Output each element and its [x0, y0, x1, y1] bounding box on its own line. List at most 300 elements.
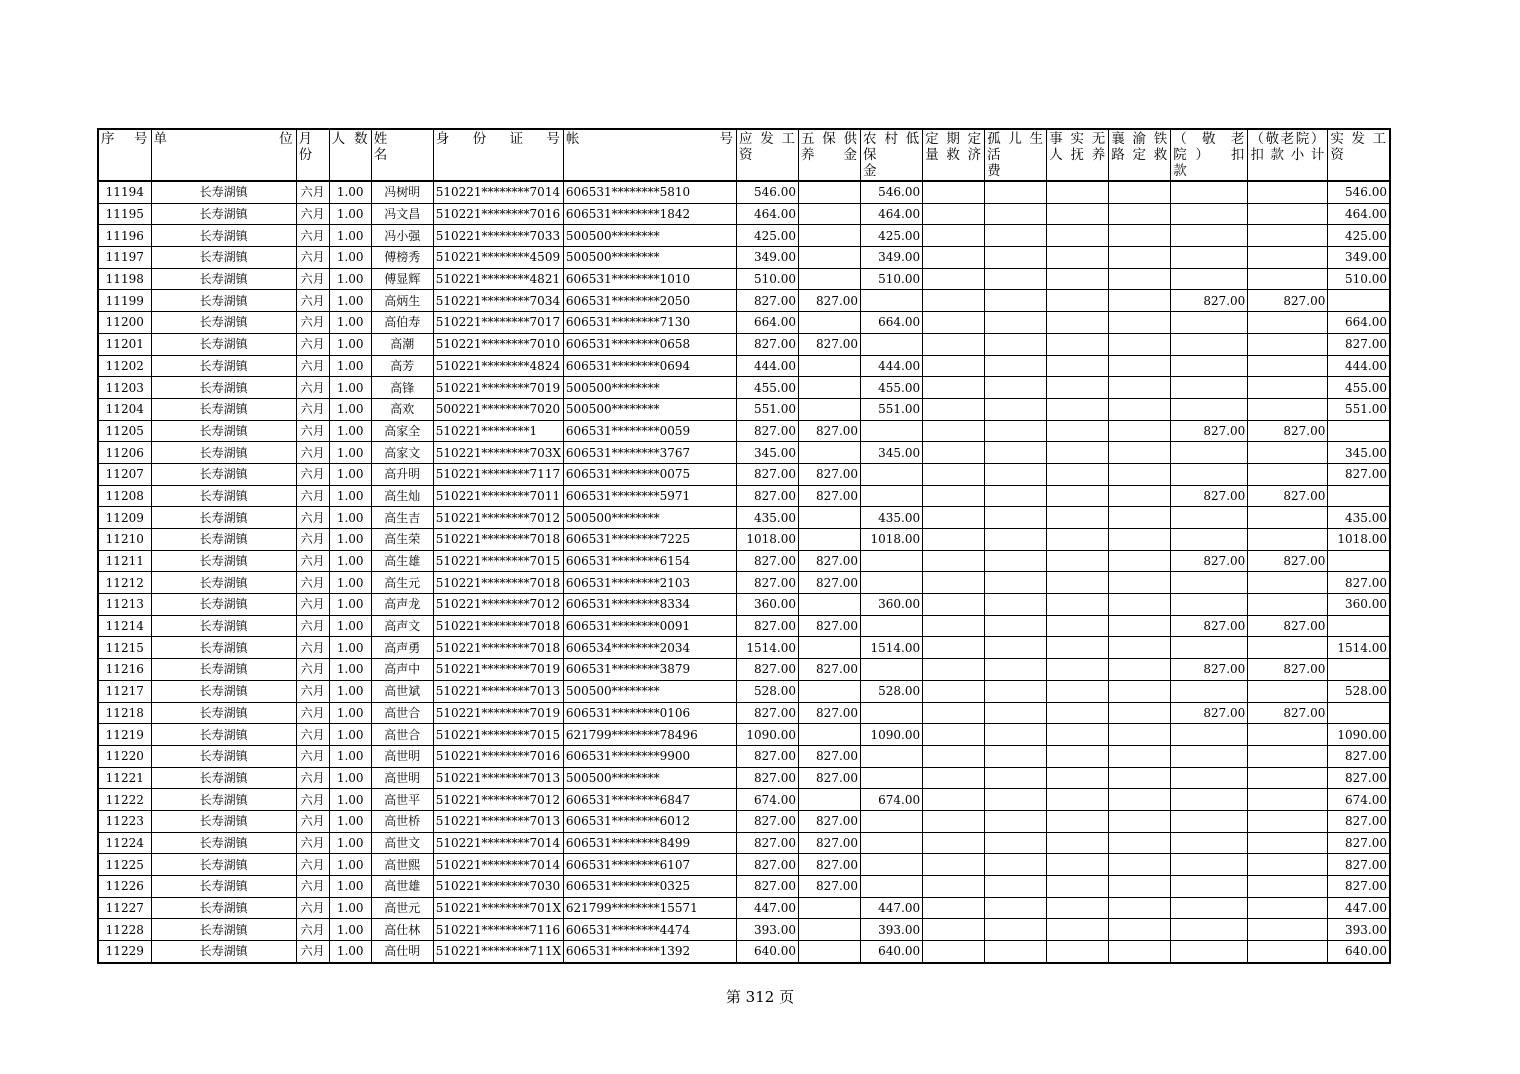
table-cell [1248, 247, 1328, 269]
table-cell: 长寿湖镇 [151, 594, 296, 616]
table-cell: 447.00 [1328, 897, 1390, 919]
table-cell: 606531********9900 [563, 745, 736, 767]
table-body [98, 181, 1390, 963]
table-cell: 827.00 [1171, 485, 1248, 507]
table-cell: 425.00 [861, 225, 923, 247]
table-cell [1171, 507, 1248, 529]
table-cell: 长寿湖镇 [151, 312, 296, 334]
table-cell: 高仕林 [371, 919, 433, 941]
table-cell: 528.00 [861, 680, 923, 702]
table-cell: 11224 [98, 832, 151, 854]
table-cell: 510221********7018 [433, 572, 563, 594]
table-cell: 606531********5971 [563, 485, 736, 507]
table-cell: 500500******** [563, 225, 736, 247]
table-cell: 510221********7016 [433, 203, 563, 225]
table-cell: 551.00 [861, 398, 923, 420]
table-cell [985, 529, 1047, 551]
table-cell: 827.00 [1328, 745, 1390, 767]
table-cell [1109, 550, 1171, 572]
table-cell [923, 854, 985, 876]
table-cell: 510221********7014 [433, 832, 563, 854]
table-cell: 606531********8334 [563, 594, 736, 616]
table-cell: 827.00 [799, 702, 861, 724]
table-cell [985, 312, 1047, 334]
table-cell [985, 702, 1047, 724]
table-cell: 621799********78496 [563, 724, 736, 746]
table-cell [799, 268, 861, 290]
table-cell: 510221********4821 [433, 268, 563, 290]
table-cell [861, 767, 923, 789]
column-header: （敬老院） 扣 款 小 计 [1248, 129, 1328, 181]
table-cell: 长寿湖镇 [151, 659, 296, 681]
table-cell [1248, 637, 1328, 659]
table-cell [1328, 485, 1390, 507]
table-cell: 827.00 [1248, 420, 1328, 442]
table-cell: 510221********7116 [433, 919, 563, 941]
table-cell [985, 442, 1047, 464]
table-cell [1171, 225, 1248, 247]
table-cell [1248, 724, 1328, 746]
table-cell: 11197 [98, 247, 151, 269]
table-row [98, 181, 1390, 203]
table-cell: 六月 [296, 919, 329, 941]
table-cell: 1090.00 [736, 724, 798, 746]
table-cell [923, 420, 985, 442]
table-cell [923, 377, 985, 399]
table-cell: 长寿湖镇 [151, 181, 296, 203]
table-cell: 1.00 [329, 485, 371, 507]
table-cell: 冯树明 [371, 181, 433, 203]
table-cell: 1.00 [329, 181, 371, 203]
table-cell: 长寿湖镇 [151, 420, 296, 442]
table-cell: 六月 [296, 789, 329, 811]
table-cell [1109, 312, 1171, 334]
table-cell [985, 572, 1047, 594]
table-row [98, 702, 1390, 724]
table-cell: 11227 [98, 897, 151, 919]
table-cell [1171, 680, 1248, 702]
table-cell [923, 268, 985, 290]
table-cell: 464.00 [1328, 203, 1390, 225]
table-cell: 827.00 [1171, 420, 1248, 442]
table-cell: 674.00 [861, 789, 923, 811]
table-cell: 六月 [296, 767, 329, 789]
table-cell: 高世文 [371, 832, 433, 854]
table-cell: 高世熙 [371, 854, 433, 876]
table-cell: 1.00 [329, 594, 371, 616]
table-cell: 六月 [296, 225, 329, 247]
table-cell [1047, 507, 1109, 529]
table-cell [1109, 420, 1171, 442]
table-cell: 冯文昌 [371, 203, 433, 225]
table-cell [1047, 615, 1109, 637]
table-cell: 827.00 [799, 572, 861, 594]
table-cell [1171, 594, 1248, 616]
table-cell: 827.00 [736, 810, 798, 832]
table-cell: 1.00 [329, 810, 371, 832]
table-row [98, 550, 1390, 572]
table-cell [985, 854, 1047, 876]
table-cell: 546.00 [1328, 181, 1390, 203]
table-row [98, 268, 1390, 290]
table-cell: 827.00 [799, 550, 861, 572]
table-cell [1047, 876, 1109, 898]
table-cell: 827.00 [736, 420, 798, 442]
table-cell [923, 442, 985, 464]
table-cell: 546.00 [861, 181, 923, 203]
table-cell: 1090.00 [861, 724, 923, 746]
table-cell: 11198 [98, 268, 151, 290]
table-cell: 510221********7012 [433, 789, 563, 811]
table-cell [1109, 333, 1171, 355]
table-cell: 六月 [296, 507, 329, 529]
table-cell: 551.00 [736, 398, 798, 420]
table-cell: 长寿湖镇 [151, 247, 296, 269]
table-cell [985, 203, 1047, 225]
table-cell: 827.00 [799, 745, 861, 767]
table-cell: 827.00 [1328, 333, 1390, 355]
table-cell: 510221********7030 [433, 876, 563, 898]
table-cell [985, 615, 1047, 637]
table-cell [861, 832, 923, 854]
table-cell [1171, 312, 1248, 334]
table-cell: 长寿湖镇 [151, 767, 296, 789]
table-cell: 11216 [98, 659, 151, 681]
table-cell [1047, 810, 1109, 832]
table-cell: 六月 [296, 485, 329, 507]
table-cell [1171, 377, 1248, 399]
table-row [98, 745, 1390, 767]
column-header: 实 发 工 资 [1328, 129, 1390, 181]
table-cell [1047, 724, 1109, 746]
table-cell [1109, 485, 1171, 507]
table-cell: 464.00 [861, 203, 923, 225]
table-cell [1047, 767, 1109, 789]
table-cell: 827.00 [799, 420, 861, 442]
table-cell [985, 290, 1047, 312]
table-cell [1047, 919, 1109, 941]
table-cell: 长寿湖镇 [151, 485, 296, 507]
table-cell: 510221********7018 [433, 615, 563, 637]
table-cell [1171, 941, 1248, 963]
column-header: 姓 名 [371, 129, 433, 181]
table-cell [1047, 355, 1109, 377]
table-cell [1047, 572, 1109, 594]
table-cell: 11221 [98, 767, 151, 789]
table-cell: 1.00 [329, 702, 371, 724]
table-cell: 606531********7225 [563, 529, 736, 551]
table-cell [1248, 312, 1328, 334]
table-cell: 464.00 [736, 203, 798, 225]
table-cell [1047, 485, 1109, 507]
table-cell: 长寿湖镇 [151, 442, 296, 464]
table-cell: 500500******** [563, 680, 736, 702]
table-row [98, 290, 1390, 312]
table-cell: 1.00 [329, 420, 371, 442]
table-cell: 827.00 [1248, 659, 1328, 681]
table-cell: 高生吉 [371, 507, 433, 529]
table-cell [1171, 832, 1248, 854]
table-cell: 高家文 [371, 442, 433, 464]
table-cell [1109, 203, 1171, 225]
table-cell [799, 897, 861, 919]
table-cell: 高锋 [371, 377, 433, 399]
table-cell: 500500******** [563, 507, 736, 529]
table-cell: 349.00 [736, 247, 798, 269]
table-row [98, 659, 1390, 681]
table-cell: 606531********0325 [563, 876, 736, 898]
table-cell [861, 615, 923, 637]
table-row [98, 398, 1390, 420]
table-cell: 高世合 [371, 702, 433, 724]
table-cell [1248, 854, 1328, 876]
table-cell [923, 637, 985, 659]
table-cell [1047, 463, 1109, 485]
table-cell: 1.00 [329, 832, 371, 854]
table-cell [861, 745, 923, 767]
table-cell [1171, 637, 1248, 659]
table-cell: 510221********711X [433, 941, 563, 963]
table-cell [1171, 355, 1248, 377]
table-cell: 11202 [98, 355, 151, 377]
table-cell: 1514.00 [736, 637, 798, 659]
table-cell: 827.00 [736, 463, 798, 485]
table-cell [1047, 745, 1109, 767]
table-cell: 六月 [296, 442, 329, 464]
table-cell [1248, 832, 1328, 854]
table-cell: 高生灿 [371, 485, 433, 507]
table-cell: 827.00 [1248, 615, 1328, 637]
table-cell: 827.00 [1248, 702, 1328, 724]
table-cell: 606531********6107 [563, 854, 736, 876]
table-cell [1109, 724, 1171, 746]
table-cell [1109, 463, 1171, 485]
table-cell: 傅榜秀 [371, 247, 433, 269]
table-cell: 360.00 [736, 594, 798, 616]
table-cell [923, 745, 985, 767]
table-cell: 11225 [98, 854, 151, 876]
table-cell: 长寿湖镇 [151, 810, 296, 832]
table-cell: 345.00 [1328, 442, 1390, 464]
table-cell: 11207 [98, 463, 151, 485]
table-cell [1248, 789, 1328, 811]
table-cell: 510221********7033 [433, 225, 563, 247]
table-cell: 长寿湖镇 [151, 680, 296, 702]
table-cell: 高生荣 [371, 529, 433, 551]
table-cell [1109, 507, 1171, 529]
table-cell [985, 767, 1047, 789]
table-cell [1248, 767, 1328, 789]
table-cell: 393.00 [1328, 919, 1390, 941]
table-cell: 六月 [296, 832, 329, 854]
column-header: 序 号 [98, 129, 151, 181]
table-cell: 长寿湖镇 [151, 572, 296, 594]
table-row [98, 876, 1390, 898]
table-cell [1109, 832, 1171, 854]
table-cell: 六月 [296, 854, 329, 876]
table-cell: 1.00 [329, 507, 371, 529]
table-cell: 高生雄 [371, 550, 433, 572]
table-cell: 510221********7016 [433, 745, 563, 767]
table-cell: 11196 [98, 225, 151, 247]
table-cell: 500221********7020 [433, 398, 563, 420]
table-cell [1248, 333, 1328, 355]
table-cell [923, 550, 985, 572]
table-cell: 827.00 [736, 832, 798, 854]
table-cell [923, 290, 985, 312]
table-cell: 长寿湖镇 [151, 876, 296, 898]
table-cell: 六月 [296, 702, 329, 724]
table-cell: 827.00 [799, 463, 861, 485]
column-header: 孤 儿 生 活 费 [985, 129, 1047, 181]
table-cell: 11201 [98, 333, 151, 355]
table-cell [1328, 290, 1390, 312]
table-cell [985, 594, 1047, 616]
table-cell: 827.00 [736, 702, 798, 724]
table-cell: 1.00 [329, 333, 371, 355]
table-cell: 606531********0091 [563, 615, 736, 637]
table-cell: 827.00 [736, 876, 798, 898]
table-cell: 六月 [296, 333, 329, 355]
table-cell: 六月 [296, 463, 329, 485]
table-cell: 六月 [296, 290, 329, 312]
table-cell: 高芳 [371, 355, 433, 377]
table-cell: 606531********8499 [563, 832, 736, 854]
table-cell [1047, 941, 1109, 963]
table-cell [1047, 225, 1109, 247]
table-cell [1109, 680, 1171, 702]
table-cell [985, 680, 1047, 702]
table-cell: 11205 [98, 420, 151, 442]
table-cell: 606531********0059 [563, 420, 736, 442]
table-cell: 六月 [296, 247, 329, 269]
table-cell: 827.00 [1248, 485, 1328, 507]
table-row [98, 333, 1390, 355]
table-cell: 510221********7013 [433, 767, 563, 789]
table-cell: 664.00 [1328, 312, 1390, 334]
table-cell [1171, 398, 1248, 420]
table-cell [1109, 941, 1171, 963]
table-cell [799, 377, 861, 399]
table-cell: 435.00 [1328, 507, 1390, 529]
table-cell: 高世斌 [371, 680, 433, 702]
table-cell: 11209 [98, 507, 151, 529]
table-cell [1171, 529, 1248, 551]
table-cell: 六月 [296, 680, 329, 702]
table-cell: 606531********7130 [563, 312, 736, 334]
table-cell [1248, 442, 1328, 464]
table-cell [1109, 290, 1171, 312]
table-cell: 455.00 [736, 377, 798, 399]
table-cell [1109, 377, 1171, 399]
table-cell [1248, 398, 1328, 420]
table-cell: 827.00 [1328, 876, 1390, 898]
table-row [98, 225, 1390, 247]
table-cell: 11220 [98, 745, 151, 767]
table-cell: 高世元 [371, 897, 433, 919]
table-cell: 傅显辉 [371, 268, 433, 290]
table-cell [1248, 355, 1328, 377]
table-cell: 高欢 [371, 398, 433, 420]
table-cell: 510221********7034 [433, 290, 563, 312]
table-cell [1047, 529, 1109, 551]
table-cell [1248, 268, 1328, 290]
table-cell: 621799********15571 [563, 897, 736, 919]
table-cell: 827.00 [799, 485, 861, 507]
table-cell: 六月 [296, 745, 329, 767]
table-cell [923, 398, 985, 420]
table-cell: 528.00 [736, 680, 798, 702]
table-cell: 长寿湖镇 [151, 398, 296, 420]
table-cell [1171, 854, 1248, 876]
table-cell: 510221********7018 [433, 529, 563, 551]
table-cell [1248, 377, 1328, 399]
table-row [98, 832, 1390, 854]
table-cell [799, 724, 861, 746]
table-cell: 510221********7014 [433, 854, 563, 876]
table-cell: 1.00 [329, 398, 371, 420]
table-cell: 510221********7013 [433, 680, 563, 702]
table-cell: 六月 [296, 897, 329, 919]
table-cell: 长寿湖镇 [151, 333, 296, 355]
table-cell [923, 333, 985, 355]
table-cell: 高声勇 [371, 637, 433, 659]
table-cell [1171, 745, 1248, 767]
table-cell [1171, 789, 1248, 811]
table-row [98, 355, 1390, 377]
table-cell [985, 810, 1047, 832]
table-cell [923, 659, 985, 681]
table-cell: 360.00 [1328, 594, 1390, 616]
table-cell [1047, 594, 1109, 616]
table-cell: 827.00 [1328, 767, 1390, 789]
table-cell: 11223 [98, 810, 151, 832]
table-cell [1328, 420, 1390, 442]
table-cell: 510221********1 [433, 420, 563, 442]
table-cell: 长寿湖镇 [151, 724, 296, 746]
table-cell: 1.00 [329, 876, 371, 898]
table-row [98, 247, 1390, 269]
table-cell: 六月 [296, 355, 329, 377]
table-cell [923, 680, 985, 702]
table-cell: 高生元 [371, 572, 433, 594]
table-cell: 高仕明 [371, 941, 433, 963]
table-cell: 528.00 [1328, 680, 1390, 702]
table-cell [861, 572, 923, 594]
table-cell: 1.00 [329, 290, 371, 312]
table-cell: 606531********3879 [563, 659, 736, 681]
table-cell: 444.00 [736, 355, 798, 377]
table-cell [923, 897, 985, 919]
table-cell [1109, 615, 1171, 637]
table-cell: 606531********2050 [563, 290, 736, 312]
table-cell [799, 680, 861, 702]
table-cell [1248, 572, 1328, 594]
table-cell: 606531********0106 [563, 702, 736, 724]
table-cell: 827.00 [1328, 832, 1390, 854]
table-cell: 1.00 [329, 854, 371, 876]
table-cell: 六月 [296, 377, 329, 399]
table-cell [985, 919, 1047, 941]
table-cell [985, 268, 1047, 290]
table-cell: 510.00 [736, 268, 798, 290]
table-cell: 546.00 [736, 181, 798, 203]
table-cell [1047, 659, 1109, 681]
table-row [98, 724, 1390, 746]
table-cell [1328, 659, 1390, 681]
table-cell [1109, 181, 1171, 203]
table-cell: 11219 [98, 724, 151, 746]
